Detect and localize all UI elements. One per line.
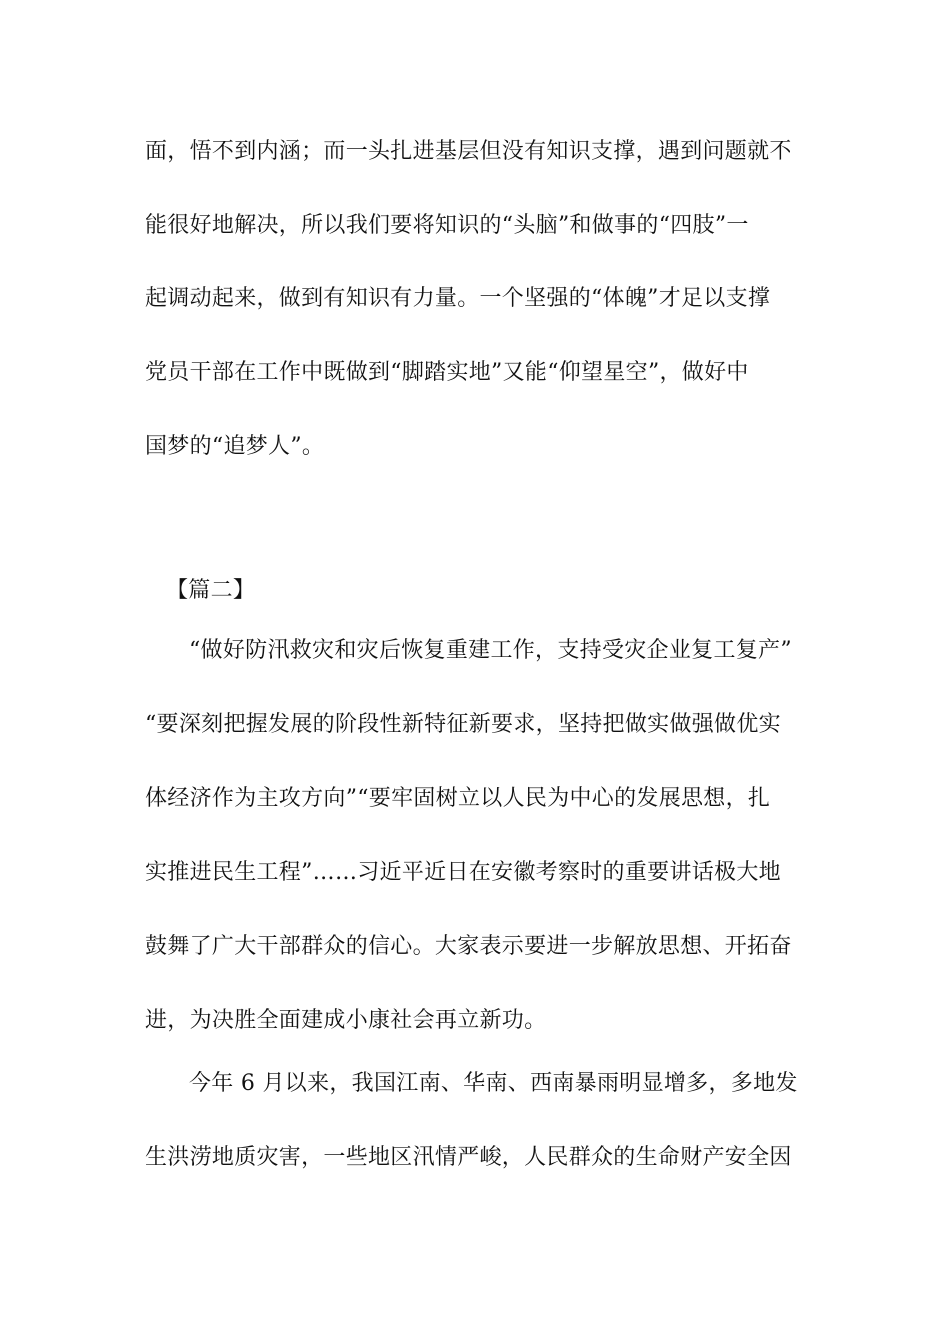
text-line: 起调动起来，做到有知识有力量。一个坚强的“体魄”才足以支撑 bbox=[145, 286, 771, 311]
text-line: 党员干部在工作中既做到“脚踏实地”又能“仰望星空”，做好中 bbox=[145, 360, 749, 385]
text-line: 今年 6 月以来，我国江南、华南、西南暴雨明显增多，多地发 bbox=[189, 1071, 798, 1096]
text-line: 能很好地解决，所以我们要将知识的“头脑”和做事的“四肢”一 bbox=[145, 213, 749, 238]
text-line: 实推进民生工程”……习近平近日在安徽考察时的重要讲话极大地 bbox=[145, 860, 781, 885]
text-line: “做好防汛救灾和灾后恢复重建工作，支持受灾企业复工复产” bbox=[189, 638, 792, 663]
text-line: 面，悟不到内涵；而一头扎进基层但没有知识支撑，遇到问题就不 bbox=[145, 139, 792, 164]
text-line: 进，为决胜全面建成小康社会再立新功。 bbox=[145, 1008, 547, 1033]
text-line: 生洪涝地质灾害，一些地区汛情严峻，人民群众的生命财产安全因 bbox=[145, 1145, 792, 1170]
text-line: 体经济作为主攻方向”“要牢固树立以人民为中心的发展思想，扎 bbox=[145, 786, 771, 811]
section-heading: 【篇二】 bbox=[166, 578, 256, 603]
text-line: 鼓舞了广大干部群众的信心。大家表示要进一步解放思想、开拓奋 bbox=[145, 934, 792, 959]
text-line: 国梦的“追梦人”。 bbox=[145, 434, 325, 459]
text-line: “要深刻把握发展的阶段性新特征新要求，坚持把做实做强做优实 bbox=[145, 712, 781, 737]
